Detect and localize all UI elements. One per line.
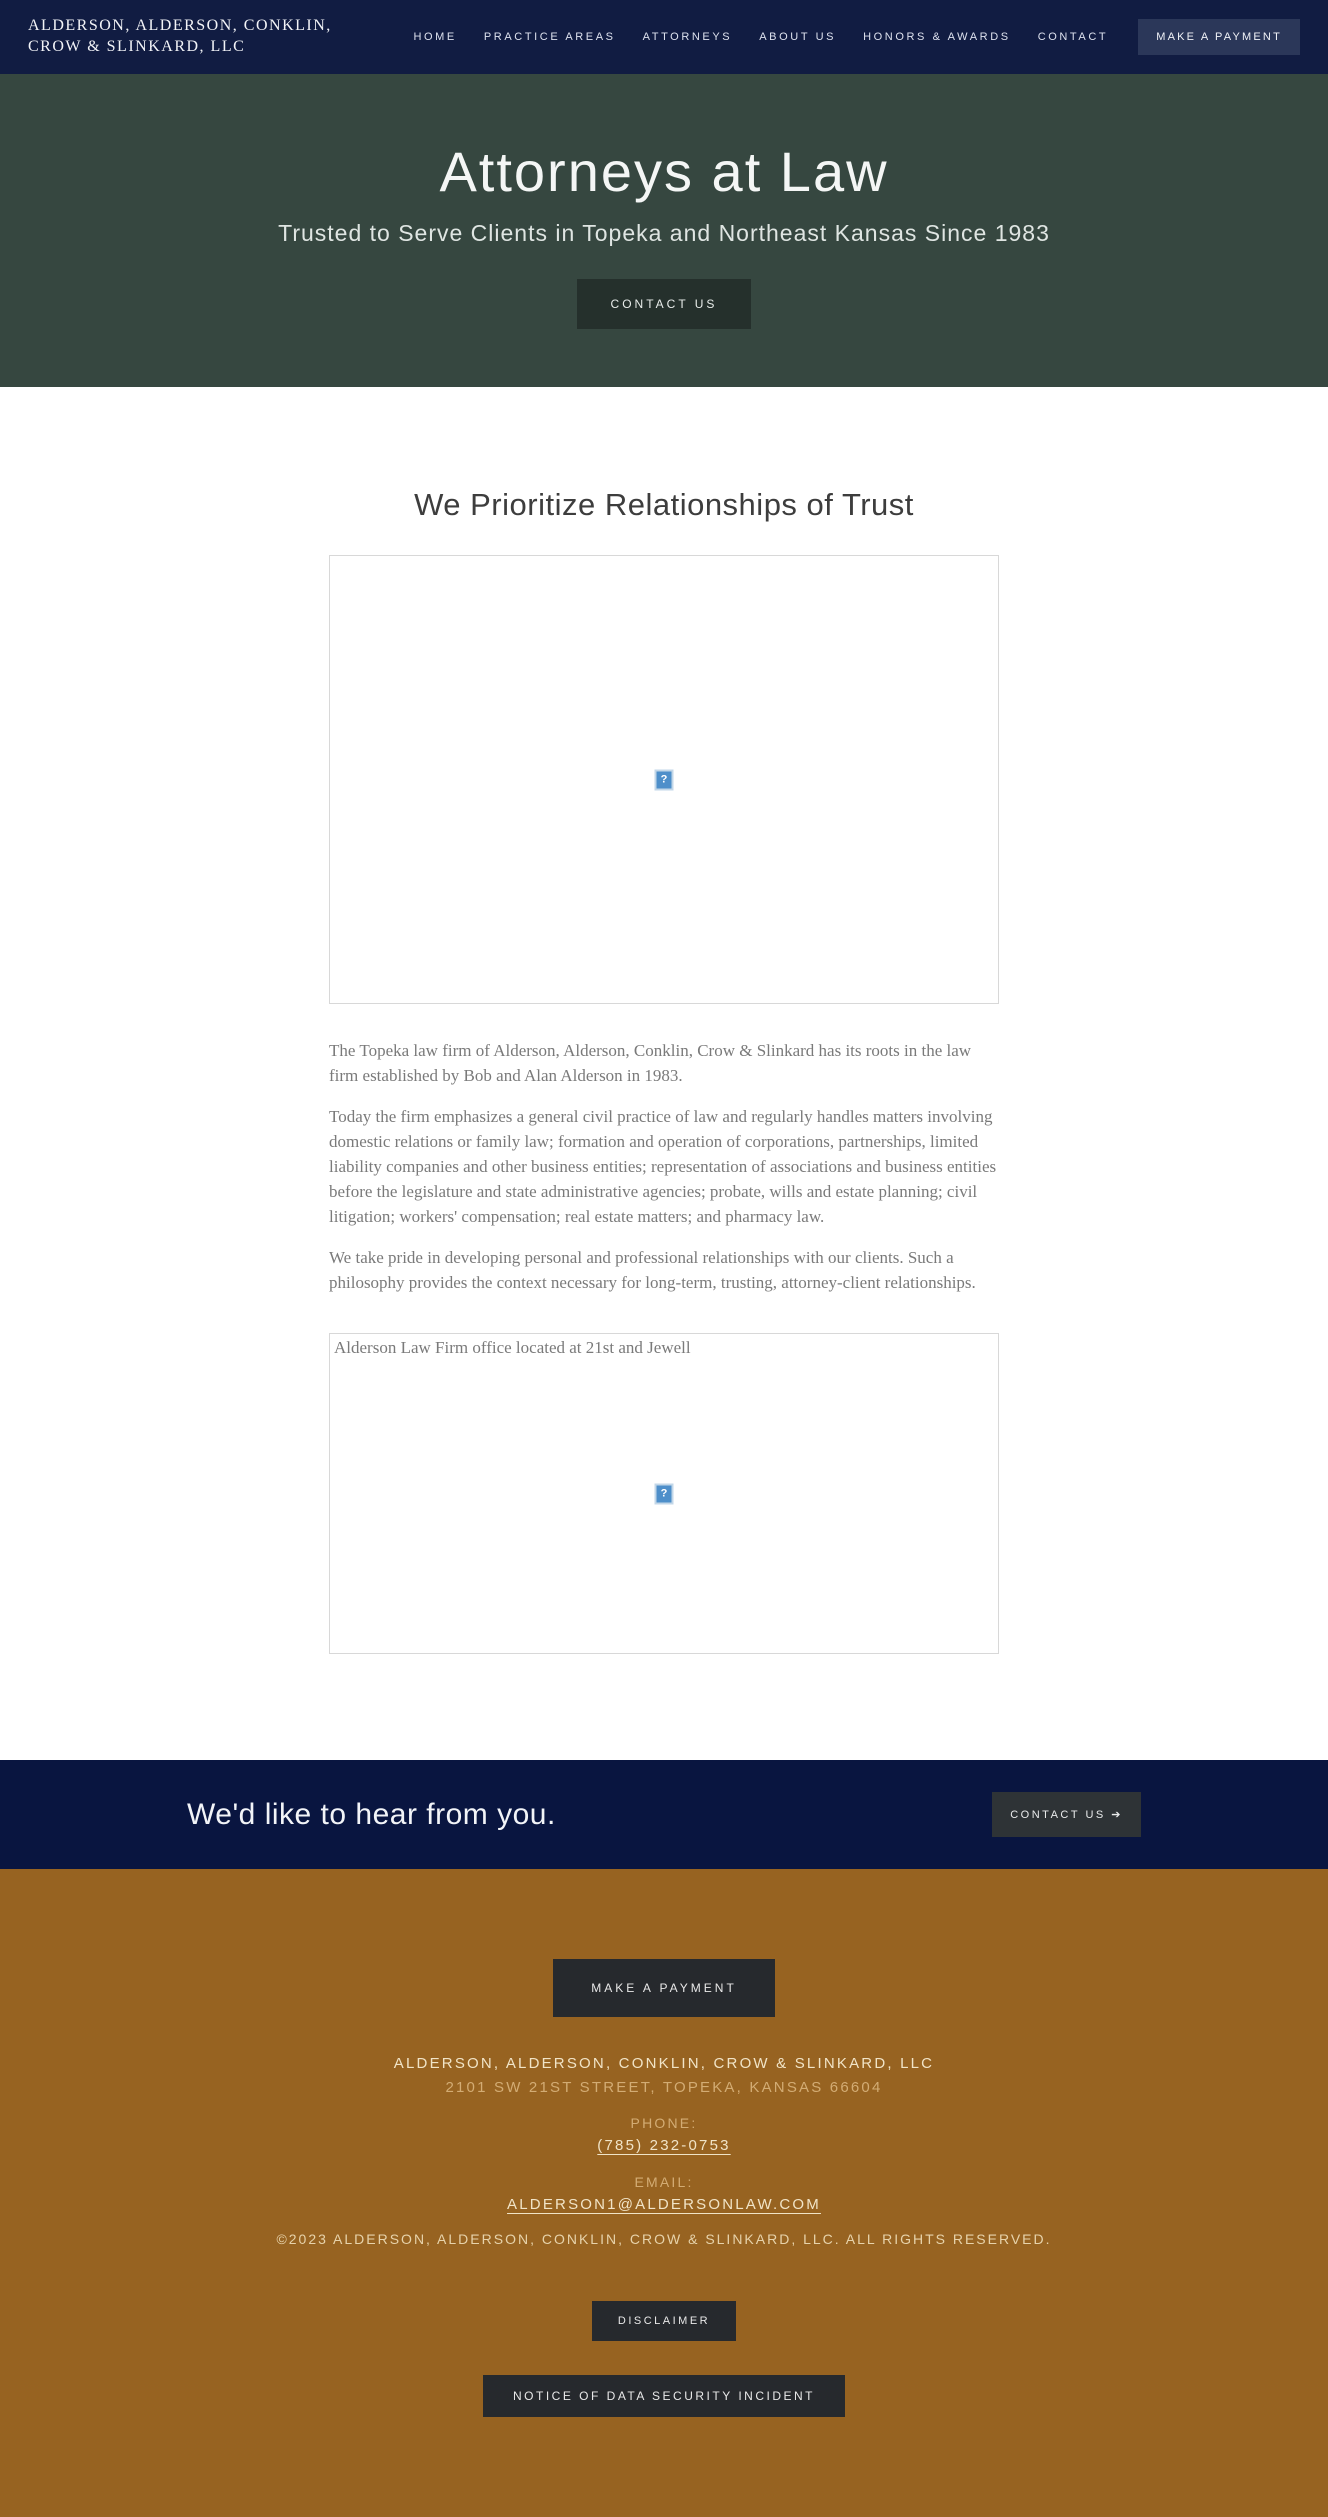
broken-image-icon: ? (655, 769, 674, 790)
nav-item-about-us[interactable]: ABOUT US (759, 31, 837, 43)
paragraph-practice: Today the firm emphasizes a general civil practice of law and regularly handles matters involving domestic relations or family law; formation and operation of corporations, partnerships, limited liability companies and other business entities; representation of associations and business entities before the legislature and state administrative agencies; probate, wills and estate planning; civil litigation; workers' compensation; real estate matters; and pharmacy law. (329, 1107, 997, 1226)
office-image-alt-text: Alderson Law Firm office located at 21st and Jewell (334, 1338, 691, 1357)
footer-firm-name: ALDERSON, ALDERSON, CONKLIN, CROW & SLINKARD, LLC (393, 2055, 935, 2072)
make-a-payment-button-header[interactable]: MAKE A PAYMENT (1138, 19, 1300, 55)
office-image-placeholder-1 (329, 555, 999, 1004)
footer-copyright: ©2023 ALDERSON, ALDERSON, CONKLIN, CROW & SLINKARD, LLC. ALL RIGHTS RESERVED. (276, 2231, 1052, 2247)
footer-phone-link[interactable]: (785) 232-0753 (597, 2137, 731, 2154)
intro-paragraphs (329, 1038, 999, 1295)
footer-phone-label: PHONE: (630, 2115, 698, 2131)
hero-subtitle: Trusted to Serve Clients in Topeka and Northeast Kansas Since 1983 (278, 219, 1050, 246)
nav-item-attorneys[interactable]: ATTORNEYS (642, 31, 733, 43)
paragraph-history: The Topeka law firm of Alderson, Alderson, Conklin, Crow & Slinkard has its roots in the law firm established by Bob and Alan Alderson in 1983. (329, 1041, 972, 1085)
section-heading: We Prioritize Relationships of Trust (414, 487, 914, 522)
data-security-notice-button[interactable]: NOTICE OF DATA SECURITY INCIDENT (483, 2375, 845, 2417)
broken-image-icon: ? (655, 1483, 674, 1504)
content-column (329, 555, 999, 1654)
footer-address: 2101 SW 21ST STREET, TOPEKA, KANSAS 66604 (445, 2079, 883, 2096)
contact-us-button-hero[interactable]: CONTACT US (577, 279, 752, 329)
firm-logo-line2: CROW & SLINKARD, LLC (28, 38, 246, 55)
main-nav (413, 31, 1108, 43)
hero-title: Attorneys at Law (439, 139, 889, 203)
cta-text: We'd like to hear from you. (187, 1797, 556, 1831)
footer-email-label: EMAIL: (634, 2174, 694, 2190)
nav-item-honors-awards[interactable]: HONORS & AWARDS (863, 31, 1011, 43)
disclaimer-button[interactable]: DISCLAIMER (592, 2301, 736, 2341)
office-image-placeholder-2 (329, 1333, 999, 1654)
cta-inner (187, 1792, 1141, 1837)
firm-logo-line1: ALDERSON, ALDERSON, CONKLIN, (28, 17, 332, 35)
header-right (413, 19, 1300, 55)
firm-logo[interactable] (28, 16, 332, 58)
site-header (0, 0, 1328, 74)
paragraph-philosophy: We take pride in developing personal and professional relationships with our clients. Such a philosophy provides the context necessary for long-term, trusting, attorney-client relationships. (329, 1248, 976, 1292)
contact-us-button-band[interactable]: CONTACT US ➔ (992, 1792, 1141, 1837)
nav-item-contact[interactable]: CONTACT (1037, 31, 1109, 43)
site-footer (0, 1869, 1328, 2517)
nav-item-practice-areas[interactable]: PRACTICE AREAS (483, 31, 616, 43)
hero-section (0, 74, 1328, 387)
nav-item-home[interactable]: HOME (413, 31, 457, 43)
footer-email-link[interactable]: ALDERSON1@ALDERSONLAW.COM (507, 2196, 821, 2213)
intro-section (0, 387, 1328, 1760)
make-a-payment-button-footer[interactable]: MAKE A PAYMENT (553, 1959, 775, 2017)
contact-cta-band (0, 1760, 1328, 1869)
